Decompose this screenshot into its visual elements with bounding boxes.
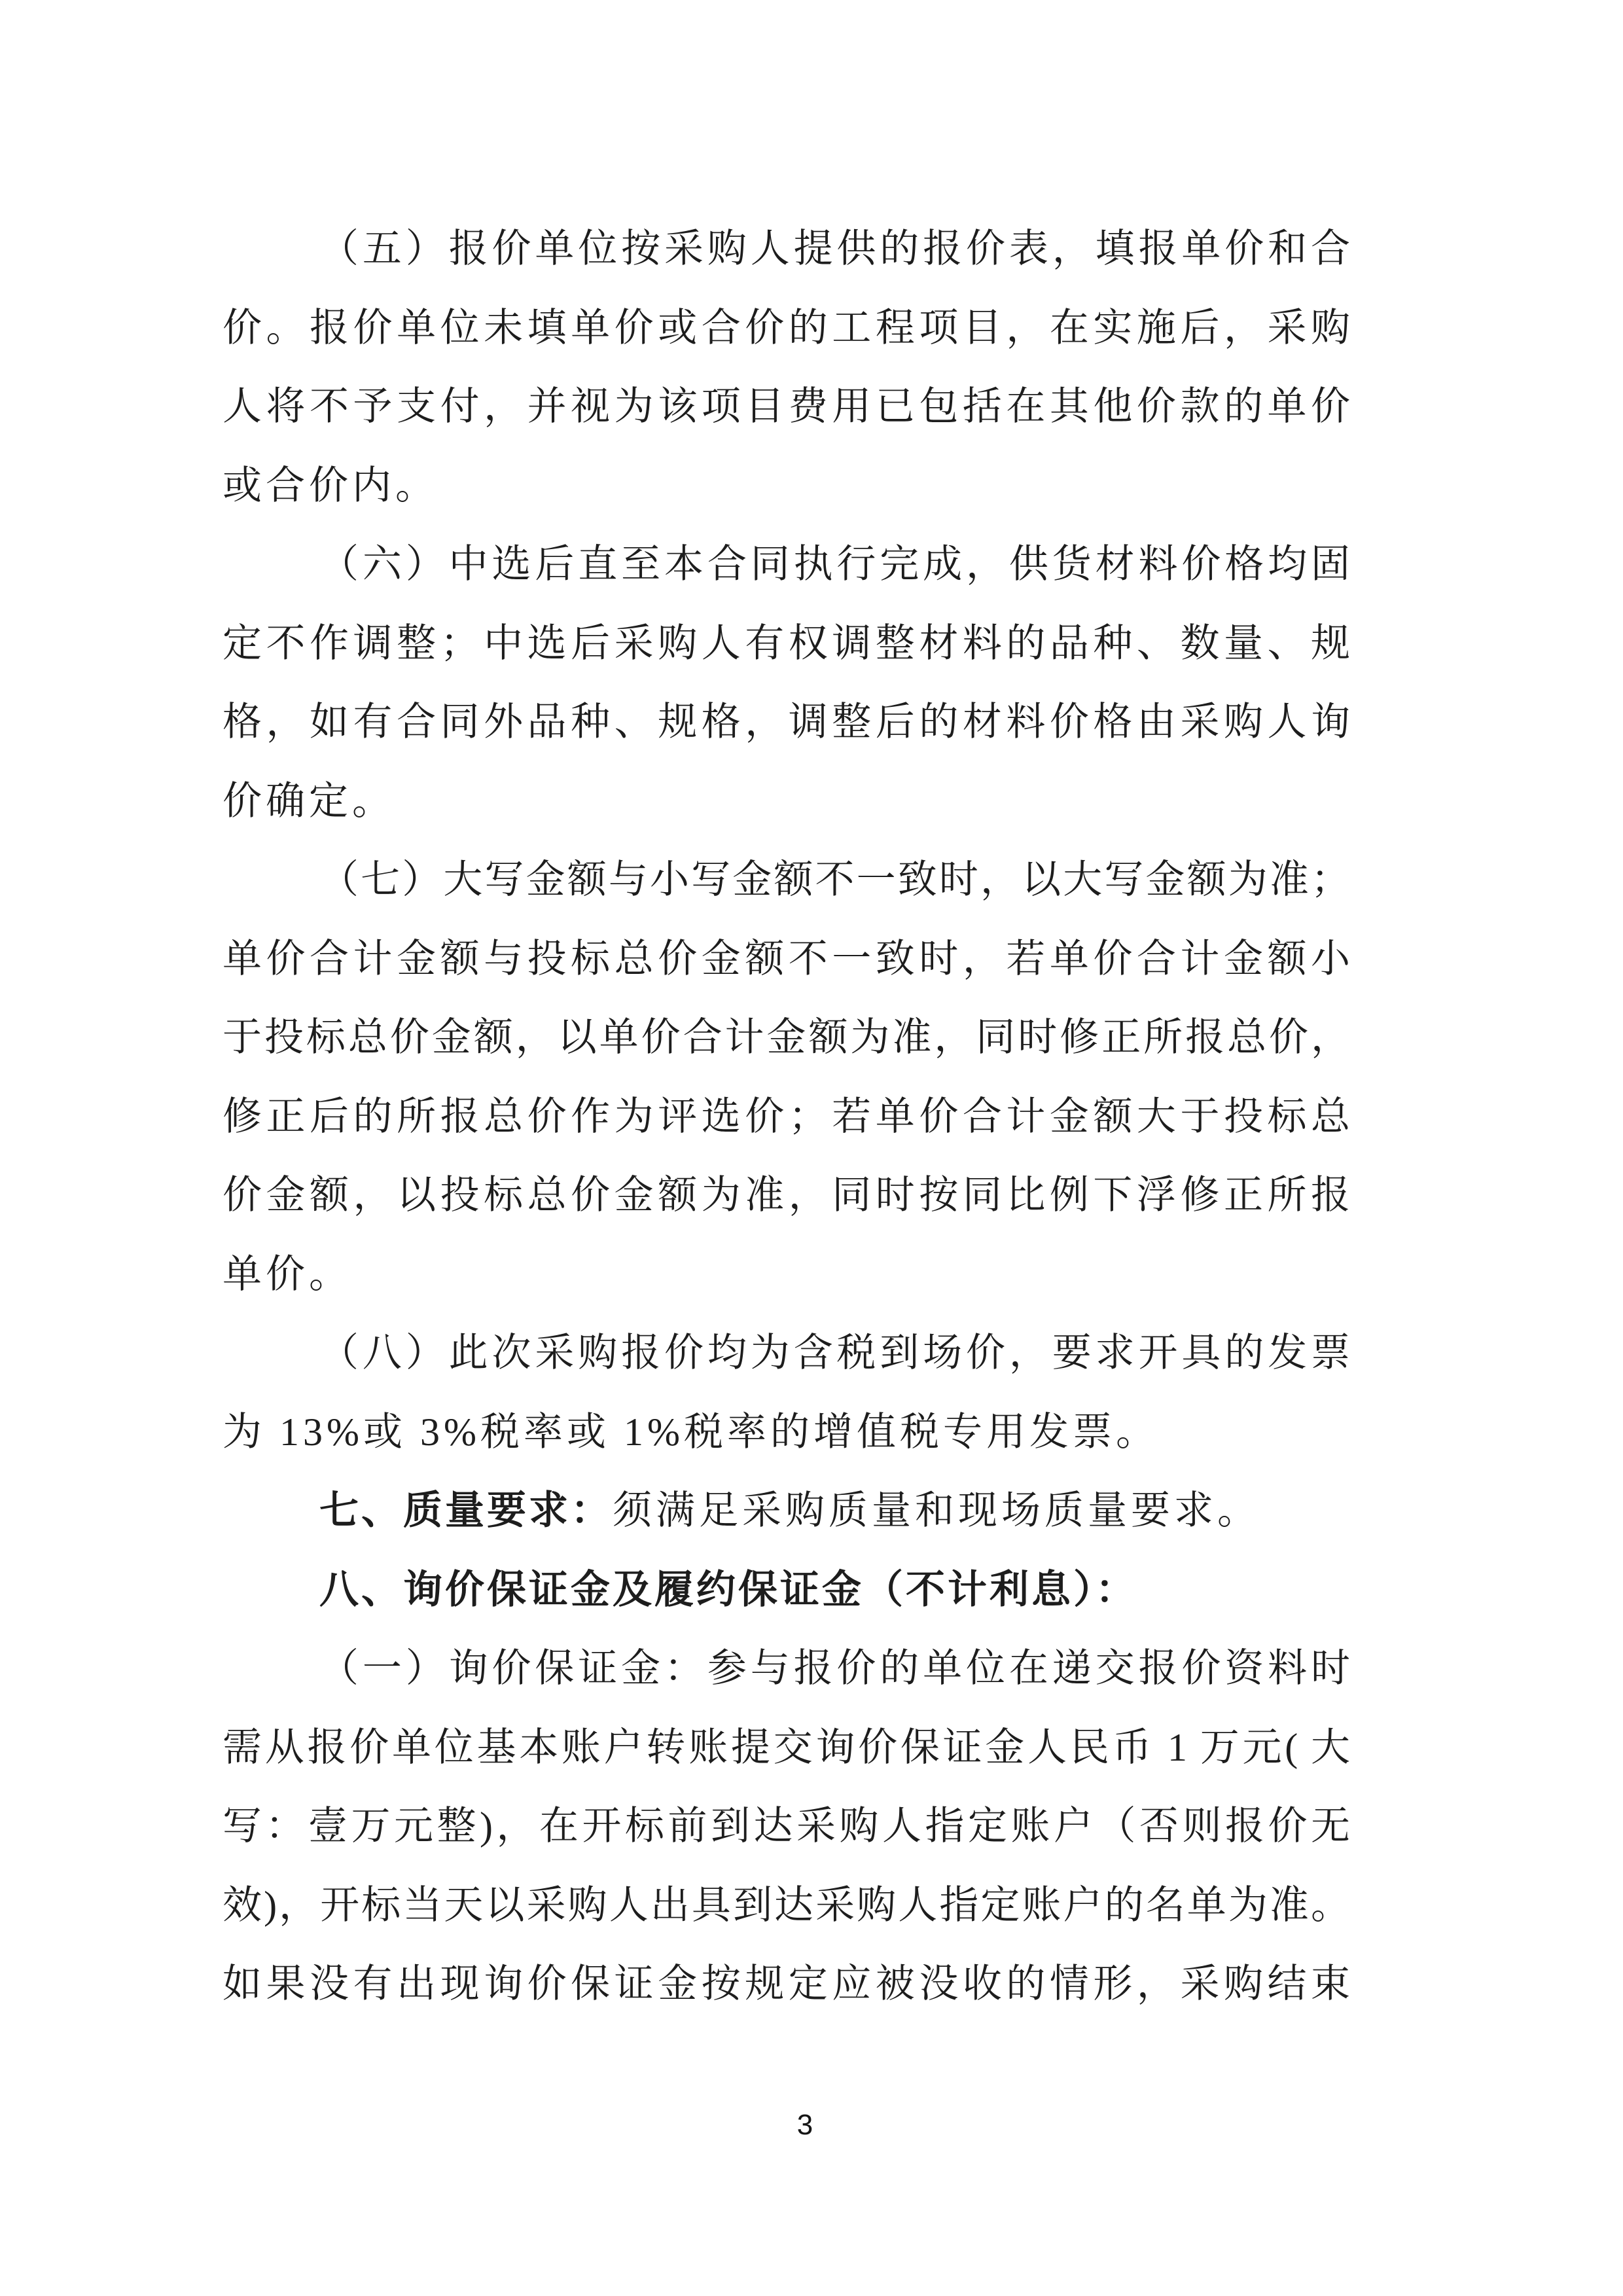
text-block [223, 209, 1350, 2024]
body-text: 单价合计金额与投标总价金额不一致时，若单价合计金额小 [223, 937, 1350, 980]
text-line [223, 604, 1350, 683]
body-text: 价确定。 [223, 779, 395, 823]
body-text: 定不作调整；中选后采购人有权调整材料的品种、数量、规 [223, 621, 1350, 665]
text-line [223, 525, 1350, 604]
text-line [223, 998, 1350, 1077]
text-line [223, 209, 1350, 289]
body-text: 修正后的所报总价作为评选价；若单价合计金额大于投标总 [223, 1094, 1350, 1138]
body-text: （一）询价保证金：参与报价的单位在递交报价资料时 [319, 1647, 1350, 1690]
text-line [223, 1629, 1350, 1708]
text-line [223, 1235, 1350, 1314]
text-line [223, 1314, 1350, 1393]
text-line [223, 367, 1350, 446]
body-text: 单价。 [223, 1252, 352, 1296]
text-line [223, 683, 1350, 762]
body-text: 如果没有出现询价保证金按规定应被没收的情形，采购结束 [223, 1962, 1350, 2005]
text-line [223, 446, 1350, 526]
text-line [223, 1077, 1350, 1157]
body-text: 为 13%或 3%税率或 1%税率的增值税专用发票。 [223, 1410, 1159, 1454]
heading-text: 七、质量要求： [319, 1488, 613, 1532]
text-line [223, 762, 1350, 841]
text-line [223, 1787, 1350, 1866]
page-number: 3 [796, 2109, 813, 2141]
body-text: （六）中选后直至本合同执行完成，供货材料价格均固 [319, 543, 1350, 586]
text-line [223, 920, 1350, 999]
heading-text: 八、询价保证金及履约保证金（不计利息）： [319, 1567, 1137, 1611]
body-text: 价。报价单位未填单价或合价的工程项目，在实施后，采购 [223, 306, 1350, 350]
body-text: 价金额，以投标总价金额为准，同时按同比例下浮修正所报 [223, 1174, 1350, 1217]
body-text: （七）大写金额与小写金额不一致时，以大写金额为准； [319, 858, 1350, 901]
body-text: 写：壹万元整)，在开标前到达采购人指定账户（否则报价无 [223, 1804, 1350, 1848]
body-text: 于投标总价金额，以单价合计金额为准，同时修正所报总价， [223, 1016, 1350, 1059]
body-text: 格，如有合同外品种、规格，调整后的材料价格由采购人询 [223, 700, 1350, 744]
text-line [223, 1866, 1350, 1945]
text-line [223, 840, 1350, 920]
text-line [223, 1156, 1350, 1235]
body-text: 人将不予支付，并视为该项目费用已包括在其他价款的单价 [223, 385, 1350, 428]
body-text: 或合价内。 [223, 463, 438, 507]
text-line [223, 1471, 1350, 1551]
body-text: 效)，开标当天以采购人出具到达采购人指定账户的名单为准。 [223, 1883, 1350, 1927]
text-line [223, 1551, 1350, 1630]
body-text: （五）报价单位按采购人提供的报价表，填报单价和合 [319, 227, 1350, 270]
text-line [223, 1708, 1350, 1787]
body-text: 需从报价单位基本账户转账提交询价保证金人民币 1 万元( 大 [223, 1725, 1350, 1769]
text-line [223, 289, 1350, 368]
text-line [223, 1393, 1350, 1472]
body-text: 须满足采购质量和现场质量要求。 [613, 1489, 1260, 1532]
body-text: （八）此次采购报价均为含税到场价，要求开具的发票 [319, 1331, 1350, 1374]
text-line [223, 1945, 1350, 2024]
